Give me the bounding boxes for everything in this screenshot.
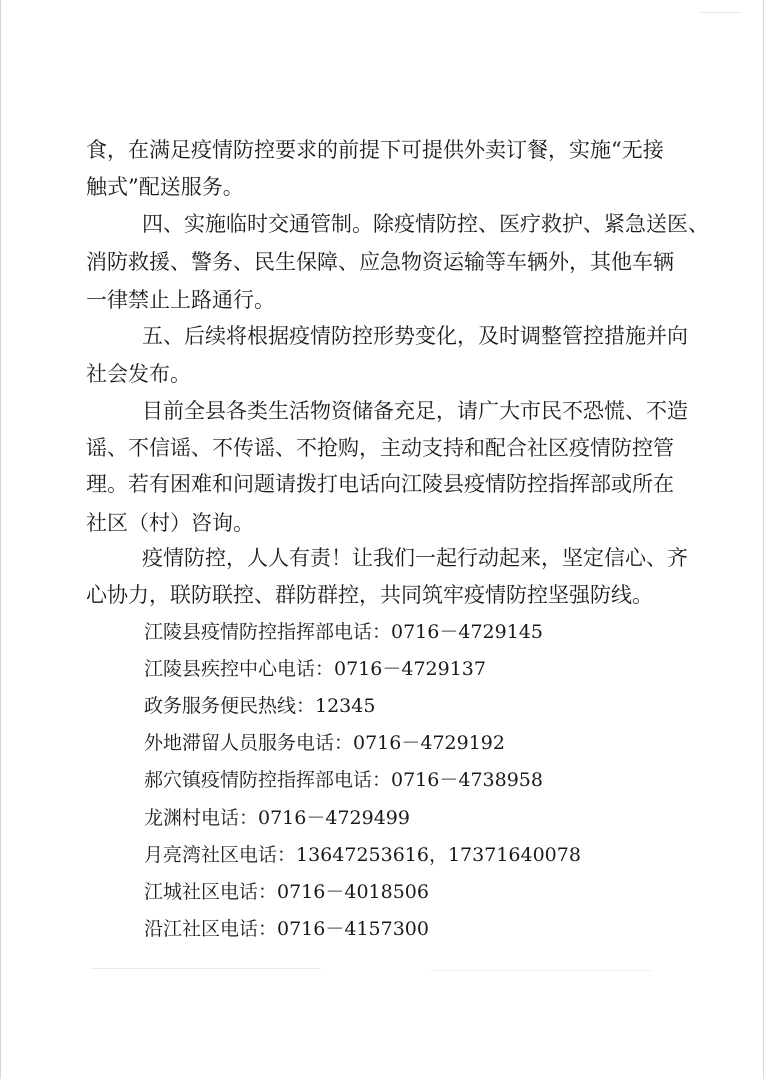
scan-mark bbox=[431, 970, 651, 971]
paragraph-line: 五、后续将根据疫情防控形势变化，及时调整管控措施并向 bbox=[142, 324, 688, 348]
scan-mark bbox=[701, 12, 741, 13]
paragraph-line: 心协力，联防联控、群防群控，共同筑牢疫情防控坚强防线。 bbox=[86, 583, 653, 607]
scan-mark bbox=[91, 968, 321, 969]
contact-line: 江陵县疾控中心电话：0716－4729137 bbox=[144, 658, 486, 680]
paragraph-line: 谣、不信谣、不传谣、不抢购，主动支持和配合社区疫情防控管 bbox=[86, 436, 674, 460]
paragraph-line: 目前全县各类生活物资储备充足，请广大市民不恐慌、不造 bbox=[142, 399, 688, 423]
paragraph-line: 社区（村）咨询。 bbox=[86, 511, 254, 535]
contact-line: 郝穴镇疫情防控指挥部电话：0716－4738958 bbox=[144, 769, 543, 791]
contact-line: 沿江社区电话：0716－4157300 bbox=[144, 918, 429, 940]
contact-line: 月亮湾社区电话：13647253616，17371640078 bbox=[144, 844, 581, 866]
contact-line: 江陵县疫情防控指挥部电话：0716－4729145 bbox=[144, 621, 543, 643]
contact-line: 江城社区电话：0716－4018506 bbox=[144, 881, 429, 903]
paragraph-line: 社会发布。 bbox=[86, 362, 191, 386]
paragraph-line: 食，在满足疫情防控要求的前提下可提供外卖订餐，实施“无接 bbox=[86, 138, 664, 162]
paragraph-line: 理。若有困难和问题请拨打电话向江陵县疫情防控指挥部或所在 bbox=[86, 472, 674, 496]
contact-line: 外地滞留人员服务电话：0716－4729192 bbox=[144, 732, 505, 754]
paragraph-line: 一律禁止上路通行。 bbox=[86, 288, 275, 312]
paragraph-line: 触式”配送服务。 bbox=[86, 175, 244, 199]
paragraph-line: 疫情防控，人人有责！让我们一起行动起来，坚定信心、齐 bbox=[142, 546, 688, 570]
paragraph-line: 消防救援、警务、民生保障、应急物资运输等车辆外，其他车辆 bbox=[86, 250, 674, 274]
contact-line: 龙渊村电话：0716－4729499 bbox=[144, 807, 410, 829]
contact-line: 政务服务便民热线：12345 bbox=[144, 695, 376, 717]
paragraph-line: 四、实施临时交通管制。除疫情防控、医疗救护、紧急送医、 bbox=[142, 212, 709, 236]
